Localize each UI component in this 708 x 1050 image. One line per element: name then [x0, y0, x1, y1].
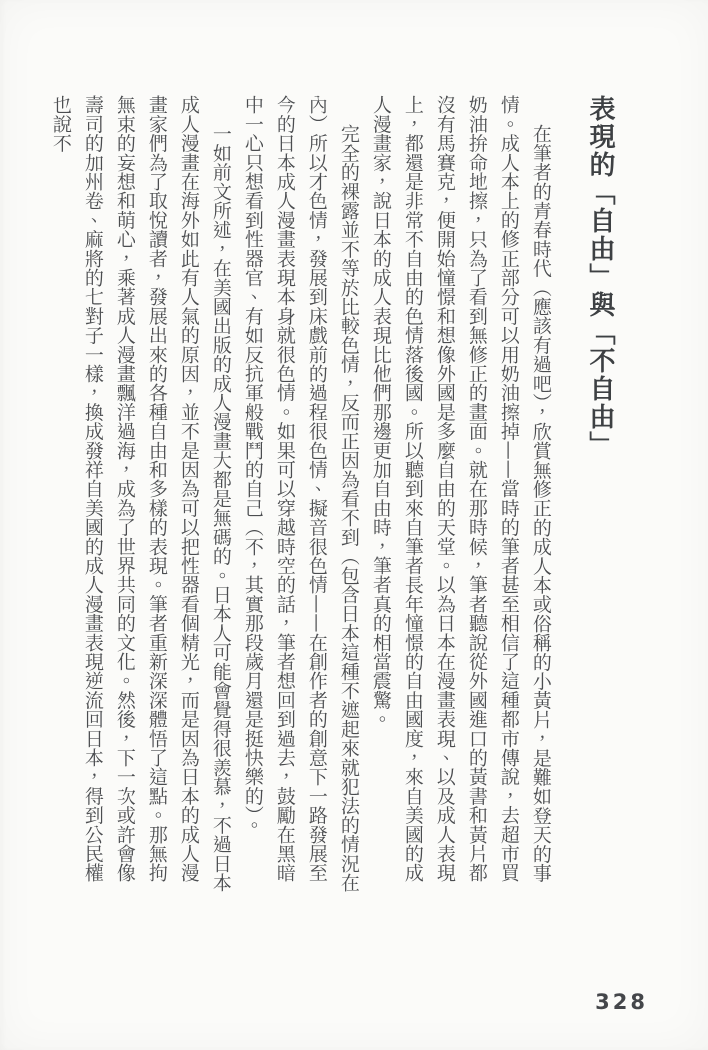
page-content [45, 95, 614, 897]
paragraph-1: 在筆者的青春時代（應該有過吧），欣賞無修正的成人本或俗稱的小黃片，是難如登天的事情。成人本上的修正部分可以用奶油擦掉——當時的筆者甚至相信了這種都市傳說，去超市買奶油拚命地擦，只為了看到無修正的畫面。就在那時候，筆者聽說從外國進口的黃書和黃片都沒有馬賽克，便開始憧憬和想像外國是多麼自由的天堂。以為日本在漫畫表現、以及成人表現上，都還是非常不自由的色情落後國。所以聽到來自筆者長年憧憬的自由國度，來自美國的成人漫畫家，說日本的成人表現比他們那邊更加自由時，筆者真的相當震驚。 [369, 95, 552, 883]
paragraph-2: 完全的裸露並不等於比較色情，反而正因為看不到（包含日本這種不遮起來就犯法的情況在內）所以才色情，發展到床戲前的過程很色情、擬音很色情——在創作者的創意下一路發展至今的日本成人漫畫表現本身就很色情。如果可以穿越時空的話，筆者想回到過去，鼓勵在黑暗中一心只想看到性器官、有如反抗軍般戰鬥的自己（不，其實那段歲月還是挺快樂的）。 [241, 95, 360, 892]
paragraph-3: 一如前文所述，在美國出版的成人漫畫大都是無碼的。日本人可能會覺得很羨慕，不過日本成人漫畫在海外如此有人氣的原因，並不是因為可以把性器看個精光，而是因為日本的成人漫畫家們為了取悅讀者，發展出來的各種自由和多樣的表現。筆者重新深深體悟了這點。那無拘無束的妄想和萌心，乘著成人漫畫飄洋過海，成為了世界共同的文化。然後，下一次或許會像壽司的加州卷、麻將的七對子一樣，換成發祥自美國的成人漫畫表現逆流回日本，得到公民權也說不 [49, 95, 232, 892]
chapter-title: 表現的「自由」與「不自由」 [585, 95, 615, 459]
page-number: 328 [595, 990, 648, 1014]
